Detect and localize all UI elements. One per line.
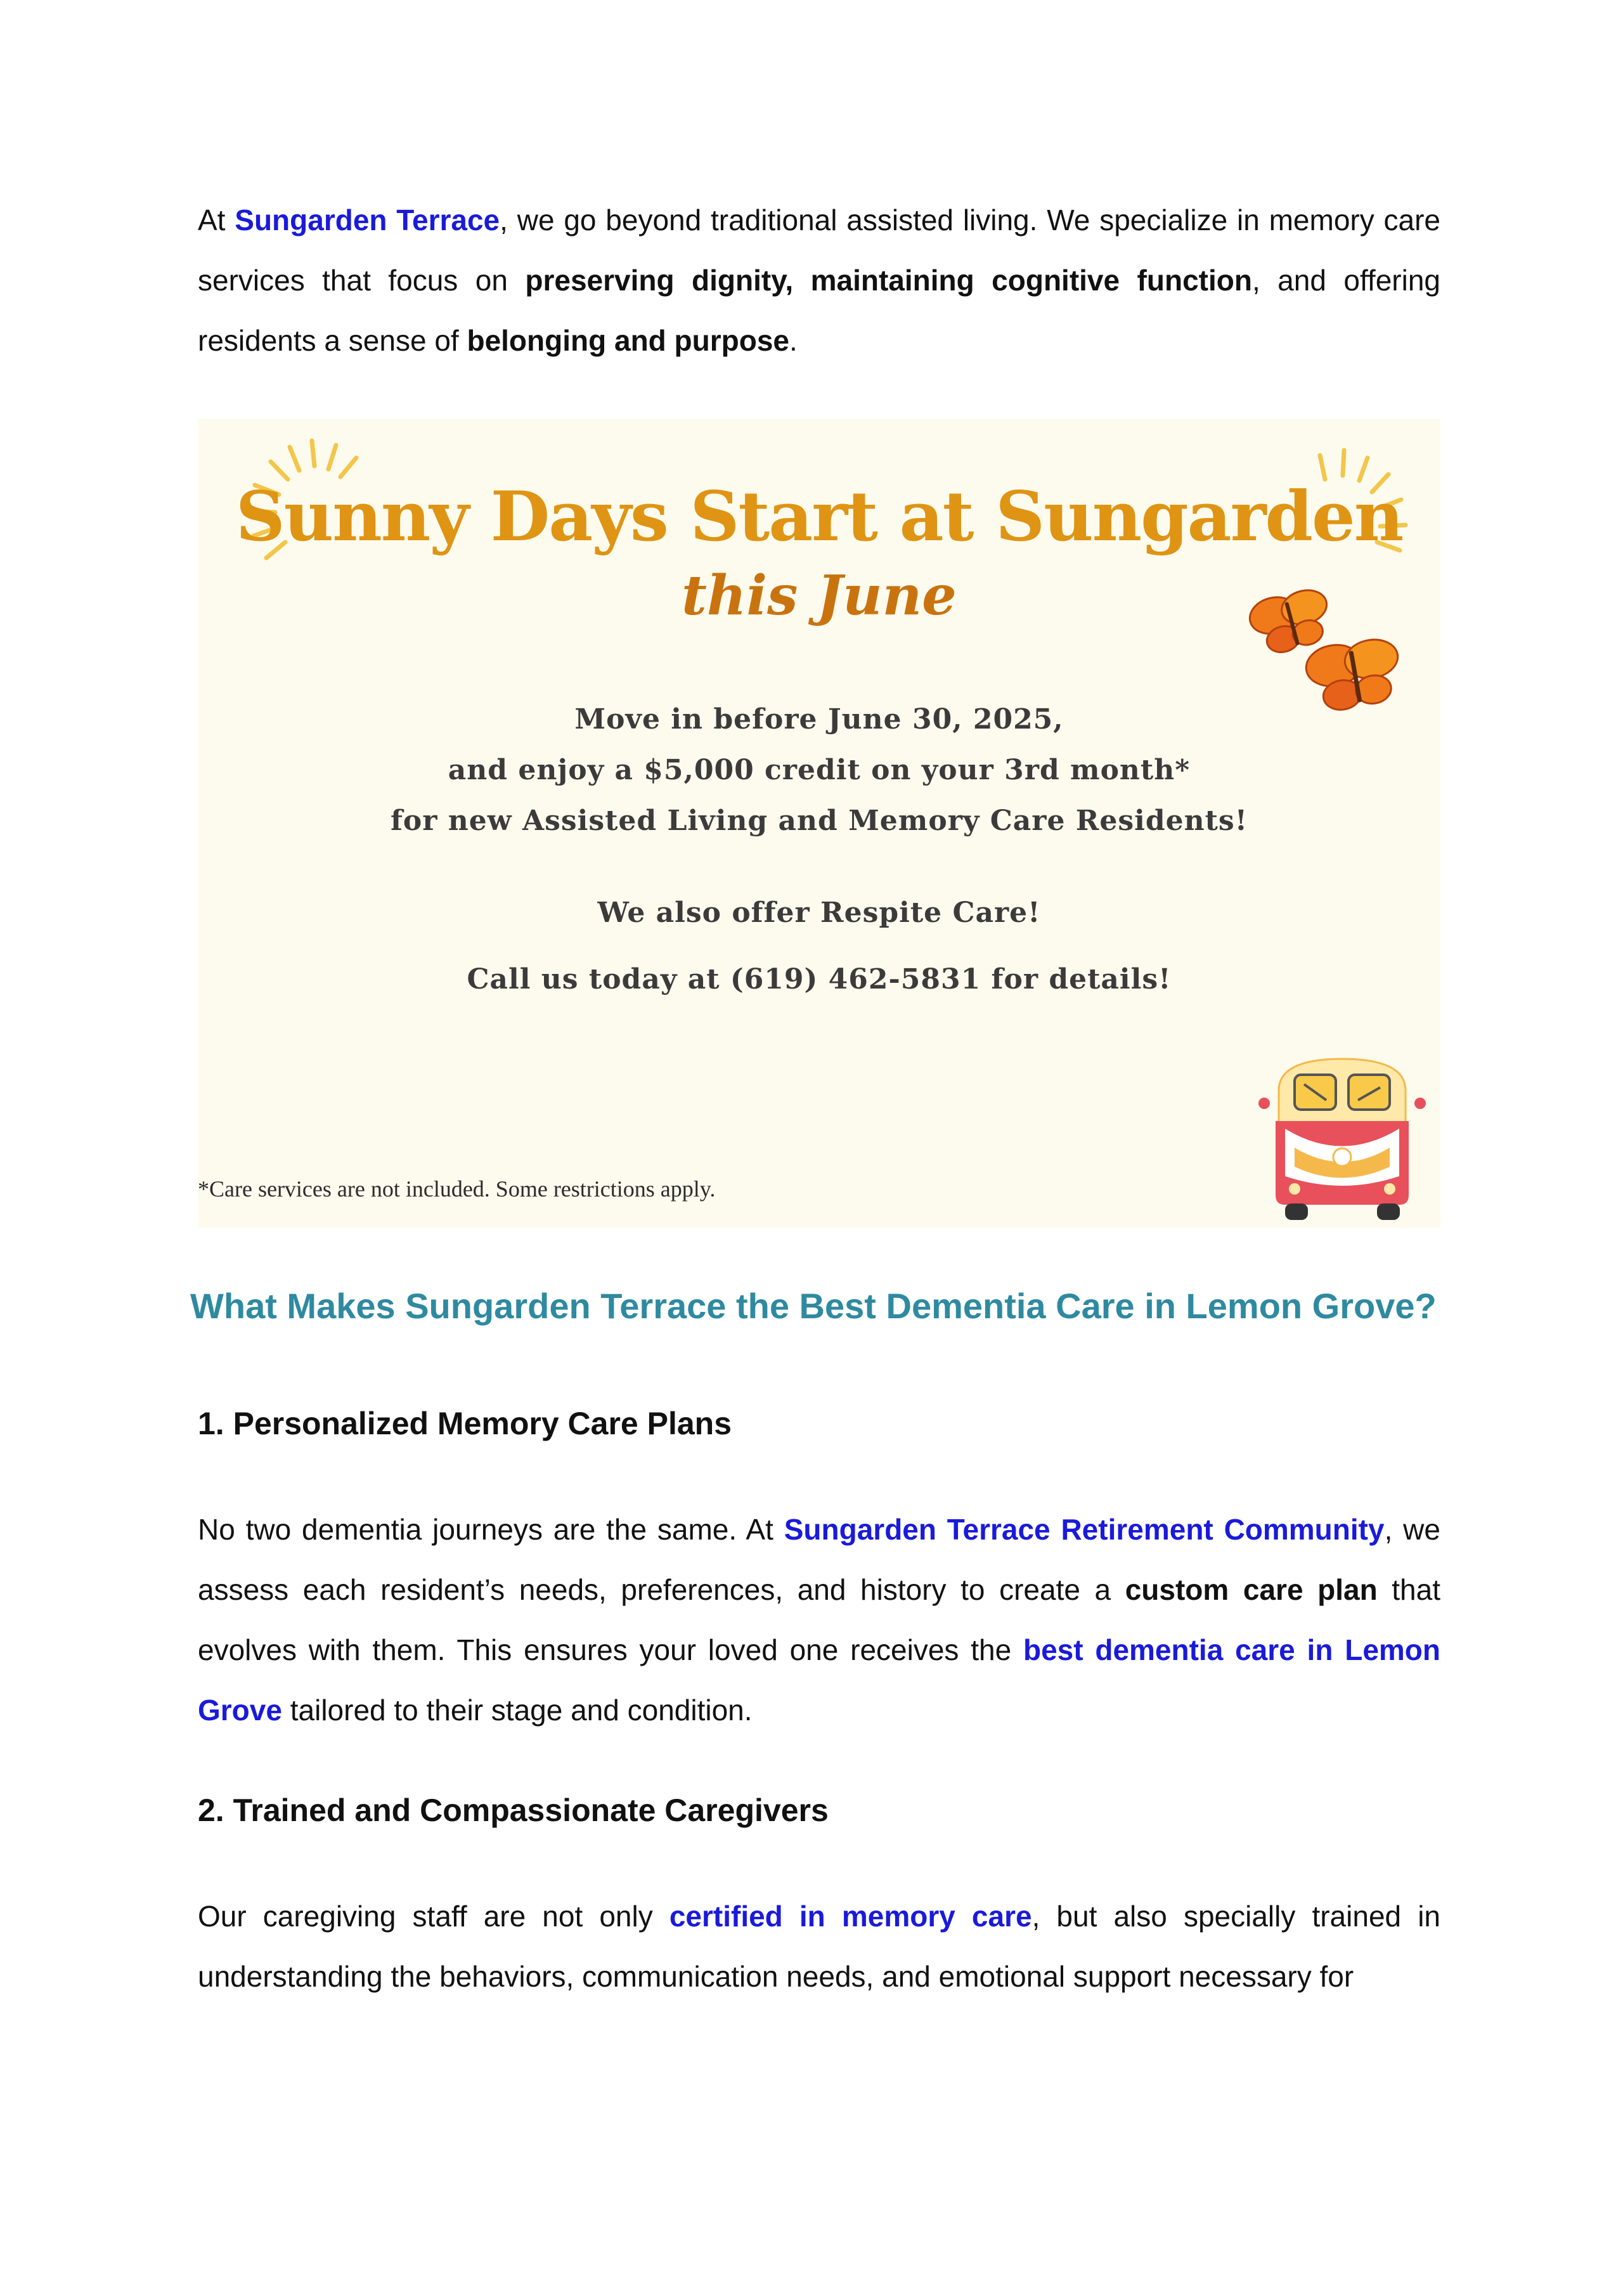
certified-memory-care-link[interactable]: certified in memory care bbox=[669, 1900, 1032, 1933]
banner-footnote: *Care services are not included. Some restrictions apply. bbox=[198, 1176, 716, 1202]
s1-text-2: , we assess each resident’s needs, preferences, and history to create a bbox=[198, 1513, 1440, 1606]
section-heading-main: What Makes Sungarden Terrace the Best Dementia Care in Lemon Grove? bbox=[190, 1286, 1437, 1326]
banner-subtitle: this June bbox=[682, 564, 957, 628]
intro-text-4: . bbox=[789, 324, 798, 357]
banner-offer-line-3: for new Assisted Living and Memory Care Residents! bbox=[390, 805, 1248, 837]
banner-respite-line: We also offer Respite Care! bbox=[597, 897, 1041, 929]
s1-text-1: No two dementia journeys are the same. At bbox=[198, 1513, 784, 1546]
intro-bold-1: preserving dignity, maintaining cognitive function bbox=[525, 264, 1252, 297]
best-dementia-care-link[interactable]: best dementia care in Lemon Grove bbox=[198, 1633, 1441, 1727]
intro-paragraph bbox=[198, 190, 1440, 371]
promo-banner bbox=[198, 418, 1440, 1228]
s1-text-3: that evolves with them. This ensures your loved one receives the bbox=[198, 1573, 1441, 1666]
sungarden-terrace-link[interactable]: Sungarden Terrace bbox=[235, 204, 500, 237]
section-2-heading: 2. Trained and Compassionate Caregivers bbox=[198, 1793, 829, 1828]
van-icon bbox=[1250, 1053, 1434, 1224]
intro-text-3: , and offering residents a sense of bbox=[198, 264, 1440, 357]
intro-bold-2: belonging and purpose bbox=[467, 324, 790, 357]
section-1-paragraph bbox=[198, 1500, 1440, 1741]
banner-offer-line-1: Move in before June 30, 2025, bbox=[574, 703, 1064, 736]
banner-title: Sunny Days Start at Sungarden bbox=[235, 477, 1403, 557]
s2-text-2: , but also specially trained in understanding the behaviors, communication needs, and emotional support necessary for bbox=[198, 1900, 1440, 1993]
section-1-heading: 1. Personalized Memory Care Plans bbox=[198, 1406, 732, 1441]
banner-phone-line: Call us today at (619) 462-5831 for details! bbox=[467, 963, 1172, 996]
s1-bold-1: custom care plan bbox=[1125, 1573, 1378, 1606]
banner-offer-line-2: and enjoy a $5,000 credit on your 3rd month* bbox=[448, 754, 1191, 786]
s1-text-4: tailored to their stage and condition. bbox=[281, 1694, 753, 1727]
intro-text-1: At bbox=[198, 204, 235, 237]
section-2-paragraph bbox=[198, 1886, 1440, 2007]
s2-text-1: Our caregiving staff are not only bbox=[198, 1900, 669, 1933]
retirement-community-link[interactable]: Sungarden Terrace Retirement Community bbox=[784, 1513, 1385, 1546]
intro-text-2: , we go beyond traditional assisted living. We specialize in memory care services that focus on bbox=[198, 204, 1441, 297]
